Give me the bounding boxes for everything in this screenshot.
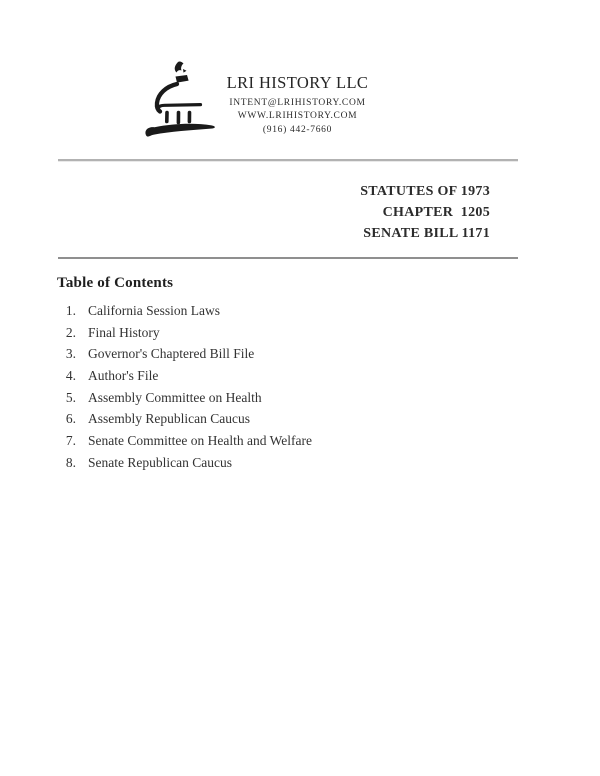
website-text: WWW.LRIHISTORY.COM (237, 111, 358, 122)
toc-item (60, 304, 500, 318)
toc-item-number: 7. (65, 433, 76, 449)
toc-item (60, 456, 500, 470)
toc-item (60, 391, 500, 405)
toc-item-number: 1. (65, 303, 76, 318)
toc-list (60, 304, 500, 478)
toc-item (60, 434, 500, 448)
toc-item-label: Senate Republican Caucus (88, 454, 232, 470)
toc-item-label: Assembly Committee on Health (88, 389, 262, 405)
toc-item-label: Author's File (88, 368, 159, 384)
case-info-block (360, 181, 490, 244)
toc-item-number: 3. (65, 346, 76, 362)
company-name: LRI HISTORY LLC (226, 73, 369, 92)
toc-item-label: Senate Committee on Health and Welfare (88, 433, 312, 449)
toc-item (60, 412, 500, 426)
top-divider (58, 159, 518, 162)
middle-divider (58, 257, 518, 259)
toc-item (60, 347, 500, 361)
letterhead (180, 75, 415, 137)
toc-item-number: 5. (65, 389, 76, 405)
toc-item-number: 4. (65, 368, 76, 384)
phone-text: (916) 442-7660 (262, 124, 333, 135)
toc-item-number: 6. (65, 411, 76, 427)
chapter-line: CHAPTER 1205 (382, 205, 490, 220)
toc-item-number: 8. (65, 454, 76, 470)
senate-bill-line: SENATE BILL 1171 (363, 226, 490, 241)
toc-item-label: California Session Laws (88, 303, 220, 318)
toc-title: Table of Contents (57, 275, 174, 291)
toc-item-label: Assembly Republican Caucus (88, 411, 250, 427)
email-text: INTENT@LRIHISTORY.COM (229, 98, 366, 108)
toc-item-label: Governor's Chaptered Bill File (88, 346, 255, 362)
statutes-line: STATUTES OF 1973 (360, 184, 490, 199)
toc-item-number: 2. (65, 324, 76, 340)
toc-item (60, 326, 500, 340)
toc-item (60, 369, 500, 383)
toc-item-label: Final History (88, 324, 160, 340)
